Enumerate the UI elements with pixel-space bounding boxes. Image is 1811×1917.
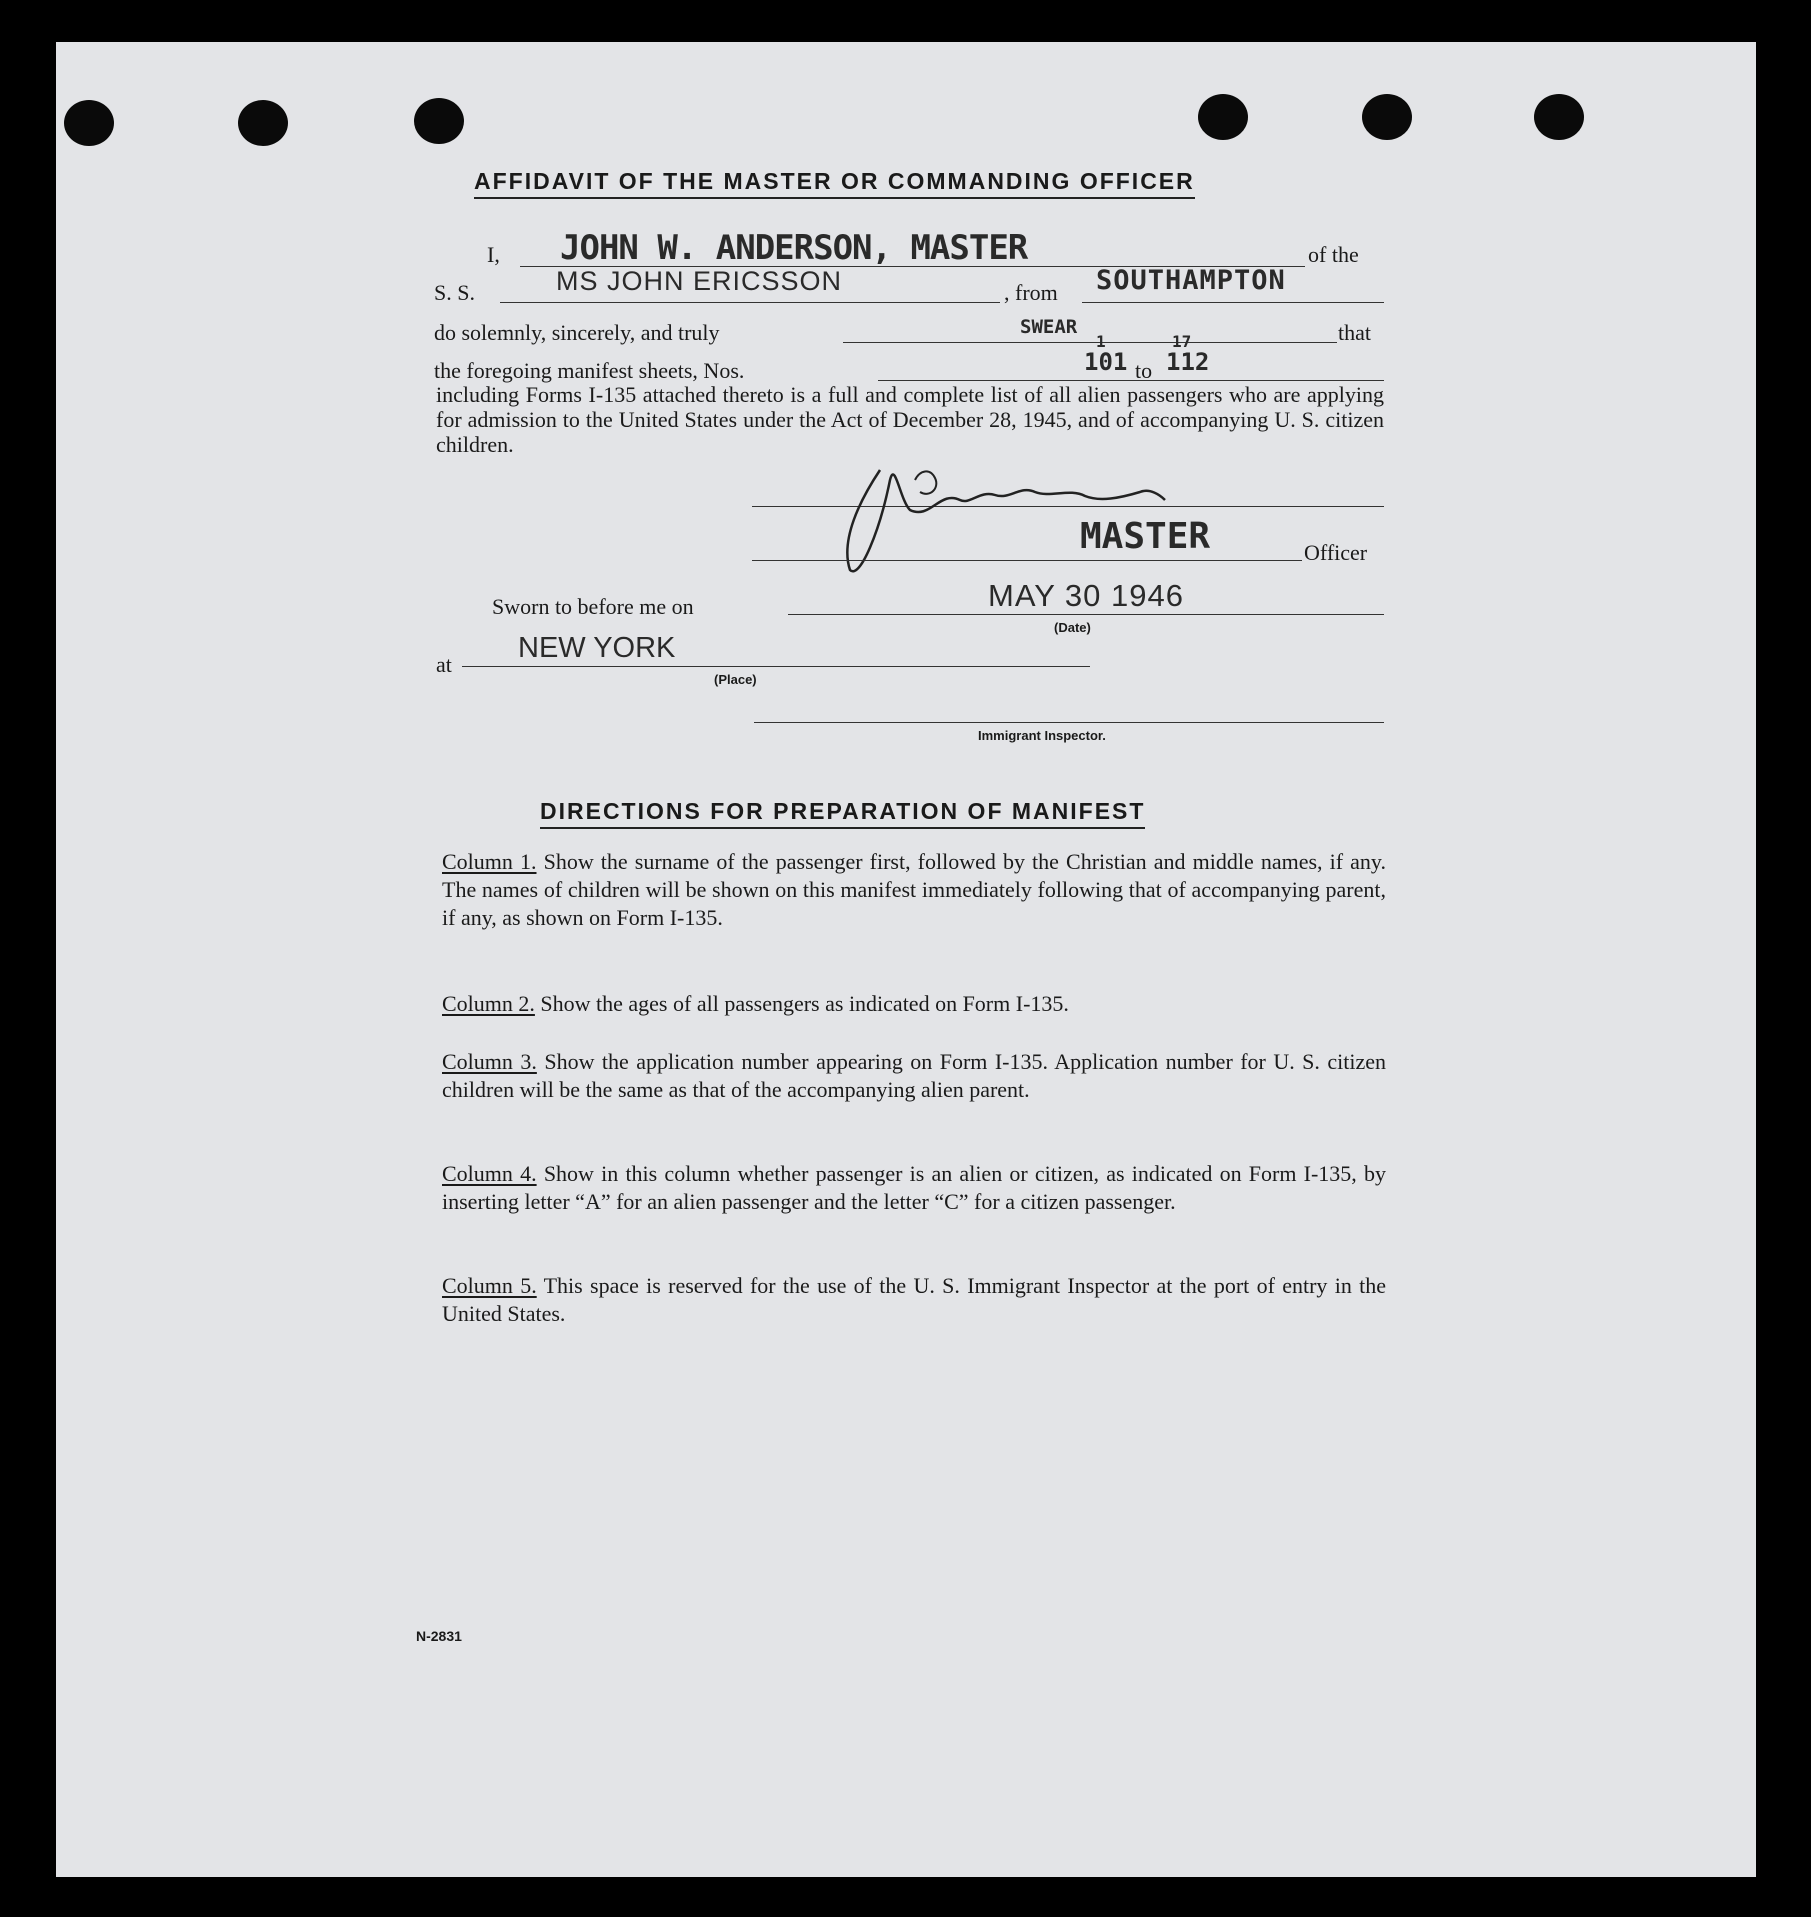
punch-hole: [1362, 94, 1412, 140]
oath-line: [843, 342, 1337, 343]
direction-text: Show in this column whether passenger is an alien or citizen, as indicated on Form I-135, by inserting letter “A” for an alien passenger and the letter “C” for a citizen passenger.: [442, 1161, 1387, 1214]
sheet-from: 101: [1084, 348, 1128, 376]
port-from-stamp: SOUTHAMPTON: [1096, 265, 1286, 296]
sheets-text: the foregoing manifest sheets, Nos.: [434, 358, 745, 383]
port-line: [1082, 302, 1384, 303]
direction-item: [442, 990, 1386, 1018]
direction-label: Column 4.: [442, 1161, 537, 1186]
sheet-to: 112: [1166, 348, 1210, 376]
form-number: N-2831: [416, 1628, 462, 1644]
master-name-stamp: JOHN W. ANDERSON, MASTER: [560, 228, 1028, 268]
direction-item: [442, 848, 1386, 932]
direction-text: This space is reserved for the use of the U. S. Immigrant Inspector at the port of entry in the United States.: [442, 1273, 1386, 1326]
directions-title: DIRECTIONS FOR PREPARATION OF MANIFEST: [540, 798, 1145, 829]
date-caption: (Date): [1054, 620, 1091, 635]
direction-text: Show the application number appearing on Form I-135. Application number for U. S. citizen children will be the same as that of the accompanying alien parent.: [442, 1049, 1386, 1102]
that-text: that: [1338, 320, 1371, 345]
ship-name-line: [500, 302, 1000, 303]
direction-item: [442, 1160, 1386, 1216]
punch-hole: [64, 100, 114, 146]
document-page: [56, 42, 1756, 1877]
direction-text: Show the surname of the passenger first, followed by the Christian and middle names, if any. The names of children will be shown on this manifest immediately following that of accompanying parent, if any, as shown on Form I-135.: [442, 849, 1386, 930]
officer-title-stamp: MASTER: [1080, 516, 1211, 557]
sheet-from-note: 1: [1096, 332, 1106, 351]
punch-hole: [1198, 94, 1248, 140]
signature-image: [820, 440, 1200, 580]
direction-label: Column 5.: [442, 1273, 537, 1298]
direction-item: [442, 1272, 1386, 1328]
affidavit-body: including Forms I-135 attached thereto is a full and complete list of all alien passengers who are applying for admission to the United States under the Act of December 28, 1945, and of accompanying U. S. citizen children.: [436, 382, 1384, 457]
direction-item: [442, 1048, 1386, 1104]
direction-label: Column 1.: [442, 849, 537, 874]
sworn-date-stamp: MAY 30 1946: [988, 578, 1184, 613]
direction-label: Column 3.: [442, 1049, 537, 1074]
direction-text: Show the ages of all passengers as indicated on Form I-135.: [540, 991, 1069, 1016]
punch-hole: [238, 100, 288, 146]
sheet-to-note: 17: [1172, 332, 1192, 351]
line1-suffix: of the: [1308, 242, 1359, 267]
solemnly-text: do solemnly, sincerely, and truly: [434, 320, 720, 345]
sworn-text: Sworn to before me on: [492, 594, 694, 619]
officer-label: Officer: [1304, 540, 1368, 565]
sworn-date-line: [788, 614, 1384, 615]
officer-line: [752, 560, 1302, 561]
from-label: , from: [1004, 280, 1058, 305]
place-caption: (Place): [714, 672, 757, 687]
to-text: to: [1135, 358, 1153, 383]
punch-hole: [1534, 94, 1584, 140]
place-stamp: NEW YORK: [518, 632, 676, 664]
sheets-line: [878, 380, 1384, 381]
inspector-line: [754, 722, 1384, 723]
punch-hole: [414, 98, 464, 144]
inspector-caption: Immigrant Inspector.: [978, 728, 1106, 743]
affidavit-title: AFFIDAVIT OF THE MASTER OR COMMANDING OFFICER: [474, 168, 1195, 199]
direction-label: Column 2.: [442, 991, 535, 1016]
ss-prefix: S. S.: [434, 280, 475, 305]
at-text: at: [436, 652, 452, 677]
line1-prefix: I,: [487, 242, 500, 267]
oath-word-stamp: SWEAR: [1020, 316, 1078, 338]
place-line: [462, 666, 1090, 667]
ship-name: MS JOHN ERICSSON: [556, 266, 843, 296]
